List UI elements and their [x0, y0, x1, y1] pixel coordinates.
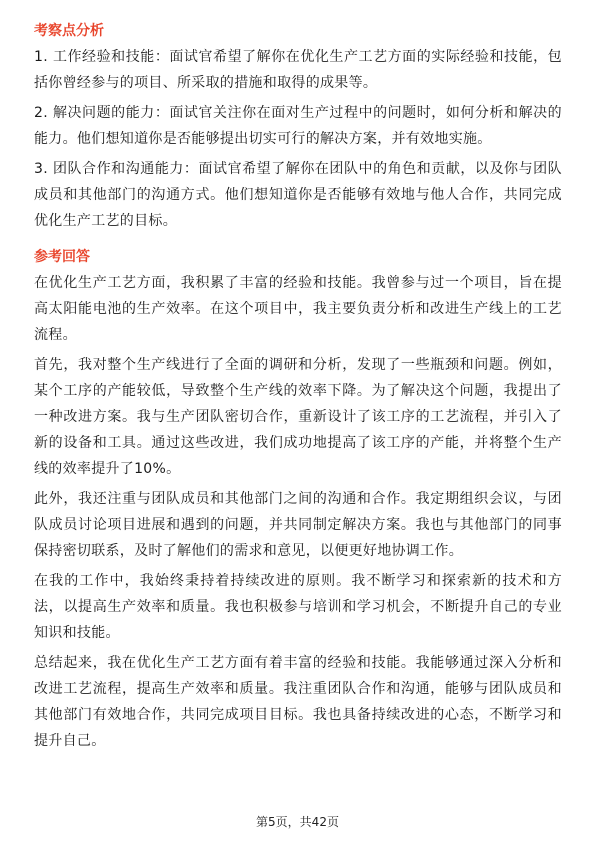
- answer-paragraph-3: 此外，我还注重与团队成员和其他部门之间的沟通和合作。我定期组织会议，与团队成员讨论项目进展和遇到的问题，并共同制定解决方案。我也与其他部门的同事保持密切联系，及时了解他们的需求和意见，以便更好地协调工作。: [34, 491, 562, 559]
- answer-paragraph-5: 总结起来，我在优化生产工艺方面有着丰富的经验和技能。我能够通过深入分析和改进工艺流程，提高生产效率和质量。我注重团队合作和沟通，能够与团队成员和其他部门有效地合作，共同完成项目目标。我也具备持续改进的心态，不断学习和提升自己。: [34, 655, 562, 749]
- analysis-item-3: 3. 团队合作和沟通能力：面试官希望了解你在团队中的角色和贡献，以及你与团队成员和其他部门的沟通方式。他们想知道你是否能够有效地与他人合作，共同完成优化生产工艺的目标。: [34, 161, 562, 229]
- page-number-footer: 第5页，共42页: [256, 815, 339, 829]
- answer-paragraph-2: 首先，我对整个生产线进行了全面的调研和分析，发现了一些瓶颈和问题。例如，某个工序的产能较低，导致整个生产线的效率下降。为了解决这个问题，我提出了一种改进方案。我与生产团队密切合作，重新设计了该工序的工艺流程，并引入了新的设备和工具。通过这些改进，我们成功地提高了该工序的产能，并将整个生产线的效率提升了10%。: [34, 357, 562, 477]
- analysis-item-2: 2. 解决问题的能力：面试官关注你在面对生产过程中的问题时，如何分析和解决的能力。他们想知道你是否能够提出切实可行的解决方案，并有效地实施。: [34, 105, 562, 147]
- page-content: [34, 18, 562, 758]
- answer-paragraph-4: 在我的工作中，我始终秉持着持续改进的原则。我不断学习和探索新的技术和方法，以提高生产效率和质量。我也积极参与培训和学习机会，不断提升自己的专业知识和技能。: [34, 573, 562, 641]
- section-title-answer: 参考回答: [34, 249, 90, 265]
- section-title-analysis: 考察点分析: [34, 23, 104, 39]
- analysis-item-1: 1. 工作经验和技能：面试官希望了解你在优化生产工艺方面的实际经验和技能，包括你曾经参与的项目、所采取的措施和取得的成果等。: [34, 49, 562, 91]
- answer-paragraph-1: 在优化生产工艺方面，我积累了丰富的经验和技能。我曾参与过一个项目，旨在提高太阳能电池的生产效率。在这个项目中，我主要负责分析和改进生产线上的工艺流程。: [34, 275, 562, 343]
